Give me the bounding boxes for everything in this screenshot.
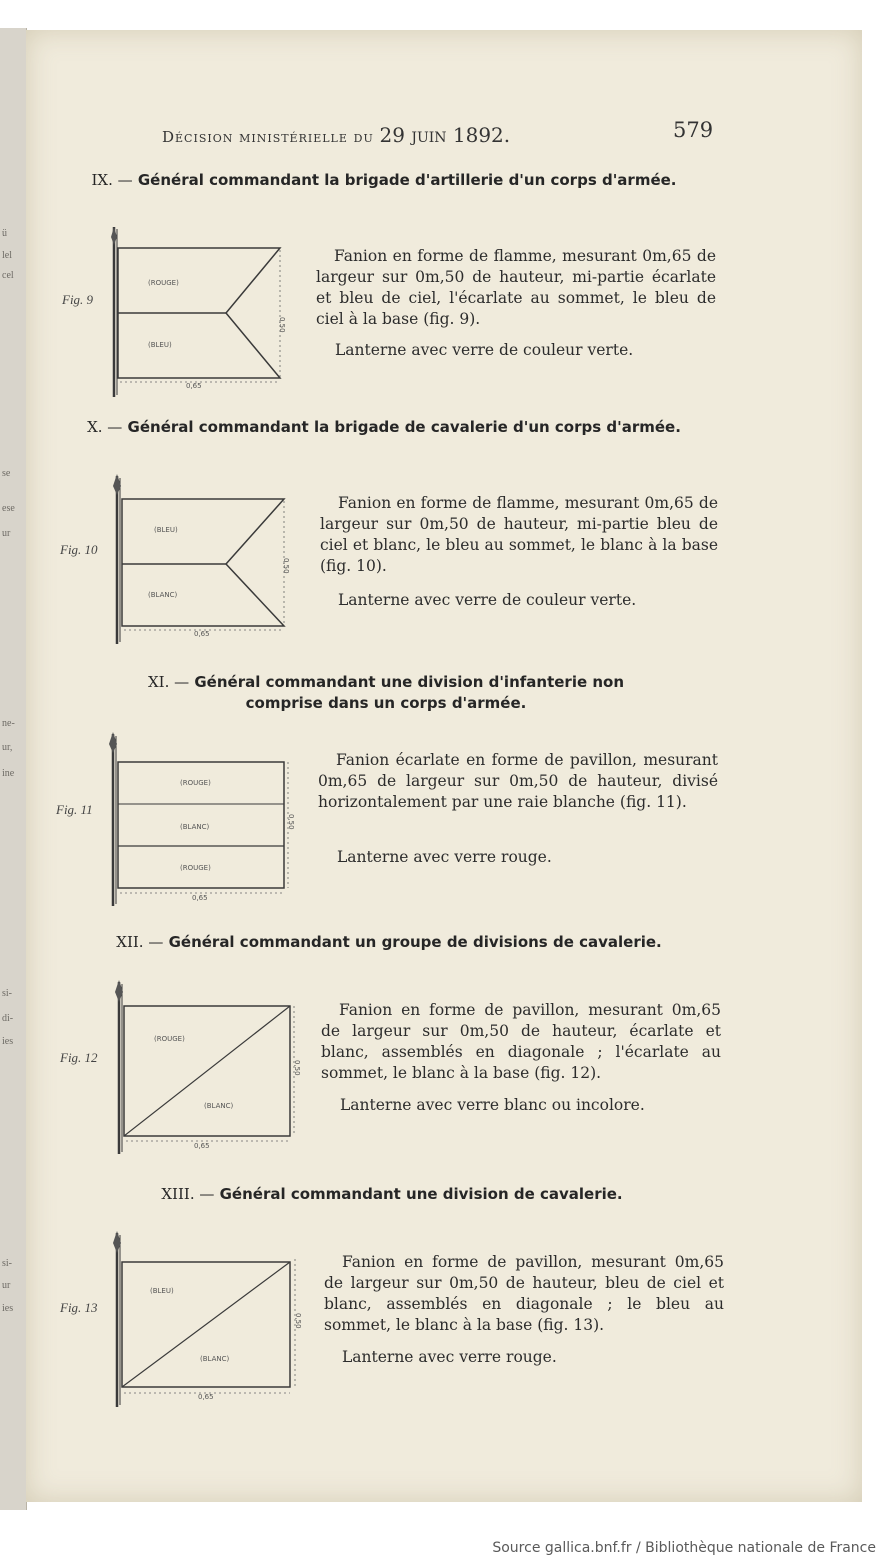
flag-height-label: 0,50 [287,814,295,830]
flag-color-label: (BLEU) [148,341,172,349]
flag-color-label: (ROUGE) [180,779,211,787]
flag-width-label: 0,65 [194,1142,210,1150]
figure-label: Fig. 13 [60,1300,98,1315]
flag-height-label: 0,50 [293,1060,301,1076]
running-title-prefix: Décision ministérielle du [162,128,374,146]
section-description: Fanion en forme de flamme, mesurant 0m,65 de largeur sur 0m,50 de hauteur, mi-partie bleu de ciel et blanc, le bleu au sommet, le blanc à la base (fig. 10). [320,494,718,575]
bottom-strip [0,1510,894,1566]
section-description: Fanion en forme de flamme, mesurant 0m,65 de largeur sur 0m,50 de hauteur, mi-partie écarlate et bleu de ciel, l'écarlate au sommet, le bleu de ciel à la base (fig. 9). [316,247,716,328]
flag-height-label: 0,50 [282,558,290,574]
flag-color-label: (BLEU) [150,1287,174,1295]
flag-color-label: (BLEU) [154,526,178,534]
flag-color-label: (BLANC) [148,591,178,599]
figure-10-flag [100,468,300,648]
figure-label: Fig. 11 [56,802,93,817]
figure-label: Fig. 12 [60,1050,98,1065]
figure-label: Fig. 10 [60,542,98,557]
flag-width-label: 0,65 [194,630,210,638]
lantern-text: Lanterne avec verre rouge. [337,848,552,866]
flag-color-label: (ROUGE) [154,1035,185,1043]
flag-color-label: (BLANC) [200,1355,230,1363]
flag-height-label: 0,50 [278,317,286,333]
figure-9-flag [100,215,300,400]
figure-13-flag [100,1225,304,1410]
page-number: 579 [673,118,714,142]
source-credit: Source gallica.bnf.fr / Bibliothèque nationale de France [492,1540,876,1556]
section-description: Fanion en forme de pavillon, mesurant 0m,65 de largeur sur 0m,50 de hauteur, écarlate et blanc, assemblés en diagonale ; l'écarlate au sommet, le blanc à la base (fig. 12). [321,1001,721,1082]
previous-page-edge: ü lel cel se ese ur ne- ur, ine si- di- ies si- ur ies [0,28,27,1510]
flag-color-label: (ROUGE) [180,864,211,872]
lantern-text: Lanterne avec verre de couleur verte. [335,341,634,359]
lantern-text: Lanterne avec verre rouge. [342,1348,557,1366]
section-description: Fanion en forme de pavillon, mesurant 0m,65 de largeur sur 0m,50 de hauteur, bleu de ciel et blanc, assemblés en diagonale ; le bleu au sommet, le blanc à la base (fig. 13). [324,1253,724,1334]
section-heading-xiii: XIII. — Général commandant une division de cavalerie. [161,1185,623,1203]
section-description: Fanion écarlate en forme de pavillon, mesurant 0m,65 de largeur sur 0m,50 de hauteur, divisé horizontalement par une raie blanche (fig. 11). [318,751,718,811]
flag-width-label: 0,65 [198,1393,214,1401]
flag-color-label: (BLANC) [204,1102,234,1110]
section-heading-ix: IX. — Général commandant la brigade d'artillerie d'un corps d'armée. [91,171,677,189]
section-heading-xi: XI. — Général commandant une division d'infanterie non comprise dans un corps d'armée. [147,673,625,712]
flag-height-label: 0,50 [294,1313,302,1329]
flag-width-label: 0,65 [192,894,208,902]
lantern-text: Lanterne avec verre blanc ou incolore. [340,1096,645,1114]
figure-label: Fig. 9 [62,292,94,307]
section-heading-xii: XII. — Général commandant un groupe de divisions de cavalerie. [116,933,662,951]
flag-width-label: 0,65 [186,382,202,390]
running-head [162,123,510,147]
lantern-text: Lanterne avec verre de couleur verte. [338,591,637,609]
figure-12-flag [100,974,304,1159]
section-heading-x: X. — Général commandant la brigade de cavalerie d'un corps d'armée. [87,418,681,436]
flag-color-label: (ROUGE) [148,279,179,287]
flag-color-label: (BLANC) [180,823,210,831]
figure-11-flag [100,726,300,911]
running-title-date: 29 juin 1892. [379,123,511,147]
